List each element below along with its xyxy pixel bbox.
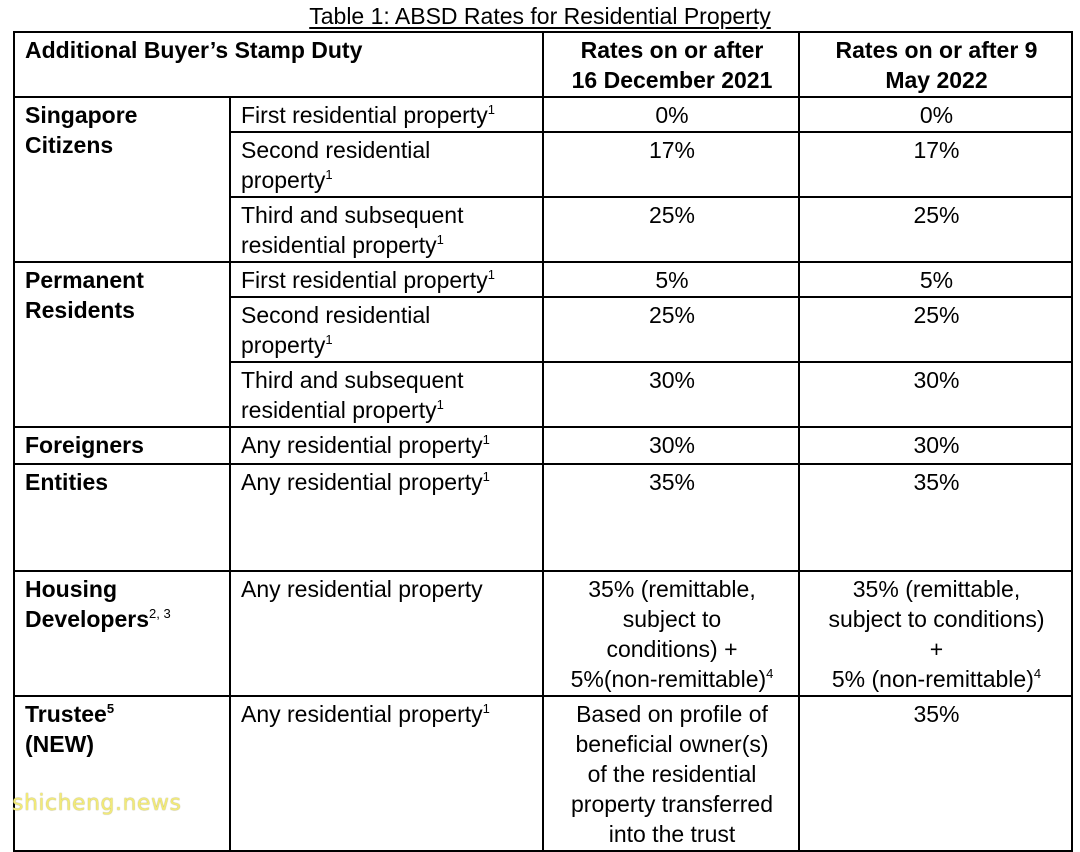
absd-rates-table: [13, 31, 1073, 852]
rate-cell: 25%: [543, 297, 799, 362]
table-title: Table 1: ABSD Rates for Residential Property: [309, 3, 771, 29]
group-housing-developers: Housing Developers$^{2, 3}$: [14, 571, 230, 696]
rate-cell-developers-dec-2021: 35% (remittable, subject to conditions) + 5%(non-remittable)$^4$: [543, 571, 799, 696]
property-type-cell: Any residential property$^1$: [230, 696, 543, 851]
rate-cell: 30%: [543, 427, 799, 464]
table-row: [14, 696, 1072, 851]
table-header-row: [14, 32, 1072, 97]
group-singapore-citizens: Singapore Citizens: [14, 97, 230, 262]
group-entities: Entities: [14, 464, 230, 571]
header-rates-dec-2021: Rates on or after 16 December 2021: [543, 32, 799, 97]
rate-cell-trustee-dec-2021: Based on profile of beneficial owner(s) of the residential property transferred into the trust: [543, 696, 799, 851]
group-permanent-residents: Permanent Residents: [14, 262, 230, 427]
watermark-text: shicheng.news: [12, 791, 182, 816]
rate-cell-developers-may-2022: 35% (remittable, subject to conditions) + 5% (non-remittable)$^4$: [799, 571, 1072, 696]
rate-cell: 30%: [799, 362, 1072, 427]
rate-cell: 35%: [799, 696, 1072, 851]
header-absd: Additional Buyer’s Stamp Duty: [14, 32, 543, 97]
property-type-cell: Third and subsequent residential property$^1$: [230, 362, 543, 427]
rate-cell: 30%: [543, 362, 799, 427]
property-type-cell: Any residential property$^1$: [230, 427, 543, 464]
property-type-cell: First residential property$^1$: [230, 262, 543, 297]
rate-cell: 35%: [799, 464, 1072, 571]
rate-cell: 0%: [799, 97, 1072, 132]
property-type-cell: Any residential property$^1$: [230, 464, 543, 571]
rate-cell: 5%: [543, 262, 799, 297]
rate-cell: 35%: [543, 464, 799, 571]
rate-cell: 0%: [543, 97, 799, 132]
rate-cell: 25%: [799, 197, 1072, 262]
table-row: [14, 571, 1072, 696]
table-row: [14, 427, 1072, 464]
property-type-cell: Third and subsequent residential property$^1$: [230, 197, 543, 262]
rate-cell: 5%: [799, 262, 1072, 297]
property-type-cell: Second residential property$^1$: [230, 297, 543, 362]
group-foreigners: Foreigners: [14, 427, 230, 464]
group-trustee: Trustee$^5$ (NEW): [14, 696, 230, 851]
rate-cell: 25%: [799, 297, 1072, 362]
rate-cell: 17%: [543, 132, 799, 197]
property-type-cell: Second residential property$^1$: [230, 132, 543, 197]
property-type-cell: First residential property$^1$: [230, 97, 543, 132]
rate-cell: 25%: [543, 197, 799, 262]
rate-cell: 30%: [799, 427, 1072, 464]
table-row: [14, 262, 1072, 297]
table-row: [14, 97, 1072, 132]
table-row: [14, 464, 1072, 571]
property-type-cell: Any residential property: [230, 571, 543, 696]
header-rates-may-2022: Rates on or after 9 May 2022: [799, 32, 1072, 97]
rate-cell: 17%: [799, 132, 1072, 197]
